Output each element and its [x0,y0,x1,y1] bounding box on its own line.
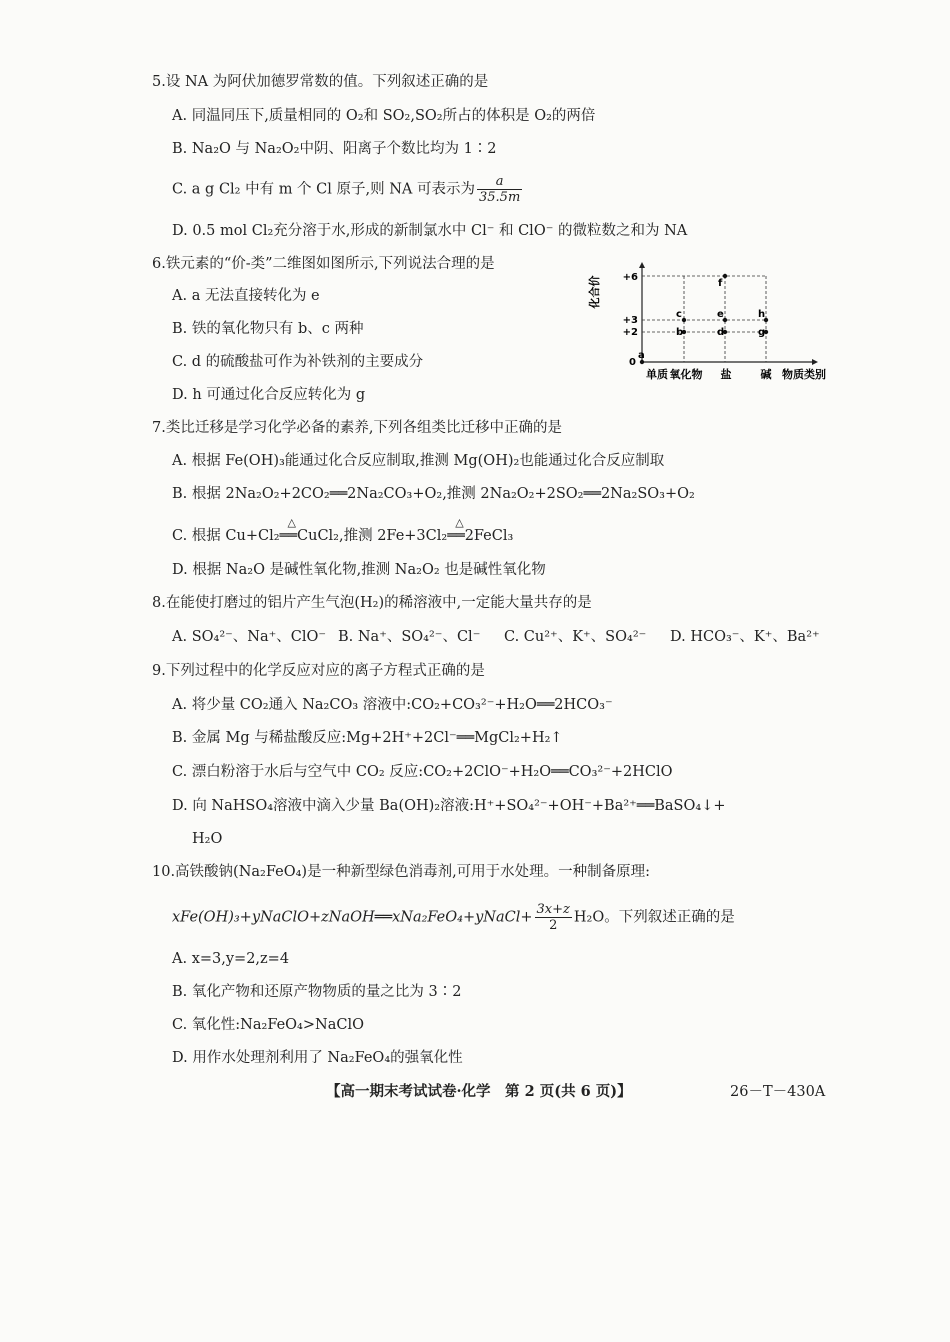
q8-option-a: A. SO₄²⁻、Na⁺、ClO⁻ [172,629,327,645]
q7-stem: 7.类比迁移是学习化学必备的素养,下列各组类比迁移中正确的是 [152,420,562,436]
x-axis-arrow [812,359,818,365]
y-axis-label: 化合价 [588,275,601,309]
q10-equation-right: H₂O。下列叙述正确的是 [573,909,735,926]
q9-option-d-continued: H₂O [192,831,223,847]
q10-fraction-denominator: 2 [549,918,558,933]
q10-option-b: B. 氧化产物和还原产物物质的量之比为 3∶2 [172,984,462,1000]
q6-option-c: C. d 的硫酸盐可作为补铁剂的主要成分 [172,354,424,370]
q8-option-b: B. Na⁺、SO₄²⁻、Cl⁻ [338,629,481,645]
q6-option-d: D. h 可通过化合反应转化为 g [172,387,366,403]
x-tick-base: 碱 [760,368,772,381]
dashed-grid [642,276,766,362]
q7-option-b: B. 根据 2Na₂O₂+2CO₂══2Na₂CO₃+O₂,推测 2Na₂O₂+2SO₂══2Na₂SO₃+O₂ [172,486,695,502]
q9-option-a: A. 将少量 CO₂通入 Na₂CO₃ 溶液中:CO₂+CO₃²⁻+H₂O══2HCO₃⁻ [172,697,613,713]
x-tick-oxide: 氧化物 [669,368,703,381]
point-f [723,274,727,278]
heat-equation-sign-2: △ ══ [447,526,464,546]
q5-option-d: D. 0.5 mol Cl₂充分溶于水,形成的新制氯水中 Cl⁻ 和 ClO⁻ 的微粒数之和为 NA [172,223,688,239]
q5-fraction-numerator: a [477,174,522,190]
point-c [682,318,686,322]
q10-option-d: D. 用作水处理剂利用了 Na₂FeO₄的强氧化性 [172,1050,463,1066]
q10-option-a: A. x=3,y=2,z=4 [172,951,290,967]
point-h-label: h [758,309,766,320]
y-axis-arrow [639,262,645,268]
q7-option-c-part1: C. 根据 Cu+Cl₂ [172,528,280,544]
q5-option-b: B. Na₂O 与 Na₂O₂中阴、阳离子个数比均为 1∶2 [172,141,497,157]
point-g-label: g [758,327,766,338]
q10-stem: 10.高铁酸钠(Na₂FeO₄)是一种新型绿色消毒剂,可用于水处理。一种制备原理: [152,864,651,880]
q5-fraction [477,174,522,205]
q5-fraction-denominator: 35.5m [479,190,521,205]
x-tick-element: 单质 [646,368,668,381]
q10-option-c: C. 氧化性:Na₂FeO₄>NaClO [172,1017,364,1033]
point-a-label: a [638,350,645,361]
point-d-label: d [717,327,725,338]
q6-option-b: B. 铁的氧化物只有 b、c 两种 [172,321,364,337]
q10-fraction [535,902,572,933]
q7-option-c-part2: CuCl₂,推测 2Fe+3Cl₂ [297,528,448,544]
q5-option-a: A. 同温同压下,质量相同的 O₂和 SO₂,SO₂所占的体积是 O₂的两倍 [172,108,596,124]
y-tick-zero: 0 [629,357,636,368]
q7-option-c [172,516,514,546]
y-tick-plus2: +2 [622,327,638,338]
point-c-label: c [676,309,682,320]
q5-stem: 5.设 NA 为阿伏加德罗常数的值。下列叙述正确的是 [152,74,489,90]
y-tick-plus6: +6 [622,272,638,283]
q7-option-a: A. 根据 Fe(OH)₃能通过化合反应制取,推测 Mg(OH)₂也能通过化合反应制取 [172,453,665,469]
q7-option-c-part3: 2FeCl₃ [464,528,514,544]
exam-code: 26－T－430A [730,1084,826,1100]
q6-stem: 6.铁元素的“价-类”二维图如图所示,下列说法合理的是 [152,256,495,272]
point-b-label: b [676,327,684,338]
q7-option-d: D. 根据 Na₂O 是碱性氧化物,推测 Na₂O₂ 也是碱性氧化物 [172,562,546,578]
q5-option-c [172,174,524,205]
q9-stem: 9.下列过程中的化学反应对应的离子方程式正确的是 [152,663,485,679]
q10-equation [172,902,735,933]
heat-equation-sign-1: △ ══ [280,526,297,546]
q8-stem: 8.在能使打磨过的铝片产生气泡(H₂)的稀溶液中,一定能大量共存的是 [152,595,592,611]
q9-option-b: B. 金属 Mg 与稀盐酸反应:Mg+2H⁺+2Cl⁻══MgCl₂+H₂↑ [172,730,563,746]
point-f-label: f [718,278,723,289]
q5-option-c-text: C. a g Cl₂ 中有 m 个 Cl 原子,则 NA 可表示为 [172,181,475,198]
q10-fraction-numerator: 3x+z [536,902,570,917]
heat-symbol-1: △ [287,516,297,529]
y-tick-plus3: +3 [622,315,638,326]
q6-option-a: A. a 无法直接转化为 e [172,288,320,304]
page-footer: 【高一期末考试试卷·化学 第 2 页(共 6 页)】 [326,1083,632,1100]
q8-option-c: C. Cu²⁺、K⁺、SO₄²⁻ [504,629,647,645]
q9-option-d: D. 向 NaHSO₄溶液中滴入少量 Ba(OH)₂溶液:H⁺+SO₄²⁻+OH⁻+Ba²⁺══BaSO₄↓+ [172,798,726,814]
x-axis-label: 物质类别 [782,368,826,381]
q9-option-c: C. 漂白粉溶于水后与空气中 CO₂ 反应:CO₂+2ClO⁻+H₂O══CO₃²⁻+2HClO [172,764,673,780]
iron-valence-class-diagram [580,262,840,384]
q10-equation-left: xFe(OH)₃+yNaClO+zNaOH══xNa₂FeO₄+yNaCl+ [172,909,533,926]
x-tick-salt: 盐 [720,368,732,381]
point-e-label: e [717,309,724,320]
q8-option-d: D. HCO₃⁻、K⁺、Ba²⁺ [670,629,820,645]
heat-symbol-2: △ [455,516,464,529]
